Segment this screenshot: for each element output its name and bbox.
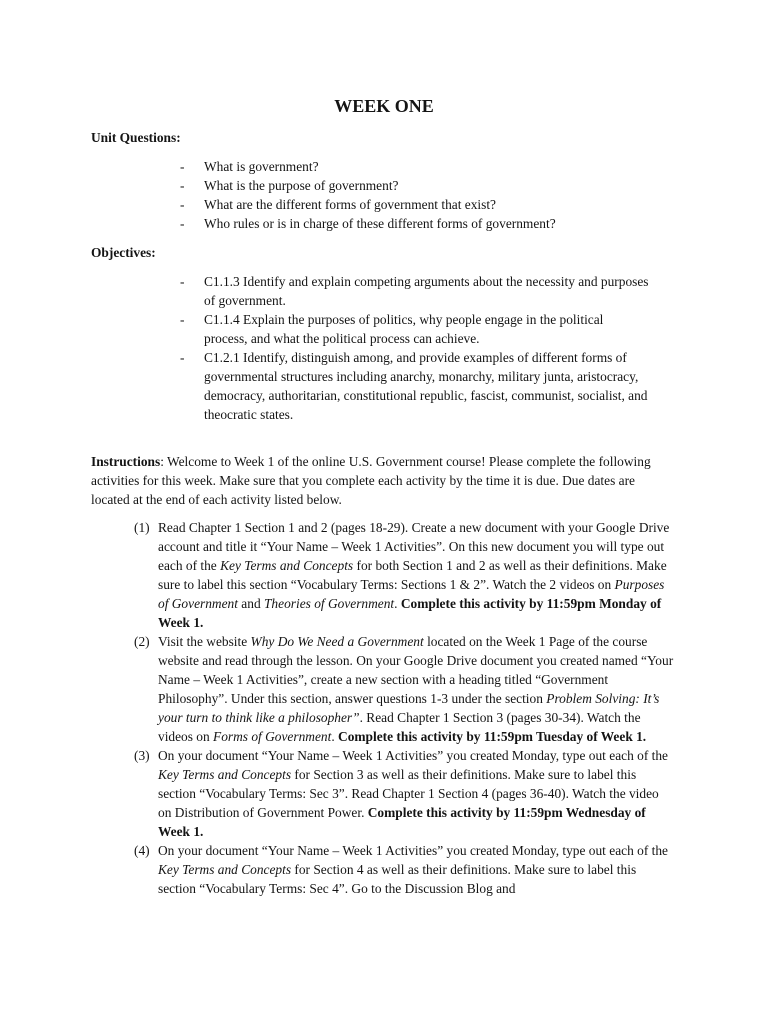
list-item: - Who rules or is in charge of these different forms of government? <box>180 216 556 231</box>
activity-item-3: (3) On your document “Your Name – Week 1 Activities” you created Monday, type out each of the Key Terms and Concepts for Section 3 as well as their definitions. Make sure to label this section “Vocabulary Terms: Sec 3”. Read Chapter 1 Section 4 (pages 36-40). Watch the video on Distribution of Government Power. Complete this activity by 11:59pm Wednesday of Week 1. <box>134 748 668 839</box>
list-item: - What is government? <box>180 159 319 174</box>
unit-questions-list <box>180 157 660 233</box>
instructions-paragraph: Instructions: Welcome to Week 1 of the online U.S. Government course! Please complete the following activities for this week. Make sure that you complete each activity by the time it is due. Due dates are located at the end of each activity listed below. <box>91 454 651 507</box>
due-date: Complete this activity by 11:59pm Tuesday of Week 1. <box>338 729 647 744</box>
activity-item-4: (4) On your document “Your Name – Week 1 Activities” you created Monday, type out each of the Key Terms and Concepts for Section 4 as well as their definitions. Make sure to label this section “Vocabulary Terms: Sec 4”. Go to the Discussion Blog and <box>134 843 668 896</box>
objectives-heading: Objectives: <box>91 245 156 260</box>
list-item: - C1.1.3 Identify and explain competing arguments about the necessity and purposes of government. <box>180 274 649 308</box>
activity-list <box>134 518 674 898</box>
instructions-label: Instructions <box>91 454 161 469</box>
unit-questions-heading: Unit Questions: <box>91 130 181 145</box>
activity-item-2: (2) Visit the website Why Do We Need a Government located on the Week 1 Page of the course website and read through the lesson. On your Google Drive document you created named “Your Name – Week 1 Activities”, create a new section with a heading titled “Government Philosophy”. Under this section, answer questions 1-3 under the section Problem Solving: It’s your turn to think like a philosopher”. Read Chapter 1 Section 3 (pages 30-34). Watch the videos on Forms of Government. Complete this activity by 11:59pm Tuesday of Week 1. <box>134 634 674 744</box>
list-item: - What are the different forms of government that exist? <box>180 197 497 212</box>
objectives-list <box>180 272 650 424</box>
due-date: Complete this activity by 11:59pm Monday of Week 1. <box>158 596 662 630</box>
list-item: - C1.2.1 Identify, distinguish among, and provide examples of different forms of governmental structures including anarchy, monarchy, military junta, aristocracy, democracy, authoritarian, constitutional republic, fascist, communist, socialist, and theocratic states. <box>180 350 648 422</box>
list-item: - What is the purpose of government? <box>180 178 399 193</box>
page-title: WEEK ONE <box>334 96 434 116</box>
due-date: Complete this activity by 11:59pm Wednesday of Week 1. <box>158 805 646 839</box>
list-item: - C1.1.4 Explain the purposes of politics, why people engage in the political process, and what the political process can achieve. <box>180 312 604 346</box>
activity-item-1: (1) Read Chapter 1 Section 1 and 2 (pages 18-29). Create a new document with your Google Drive account and title it “Your Name – Week 1 Activities”. On this new document you will type out each of the Key Terms and Concepts for both Section 1 and 2 as well as their definitions. Make sure to label this section “Vocabulary Terms: Sections 1 & 2”. Watch the 2 videos on Purposes of Government and Theories of Government. Complete this activity by 11:59pm Monday of Week 1. <box>134 520 670 630</box>
